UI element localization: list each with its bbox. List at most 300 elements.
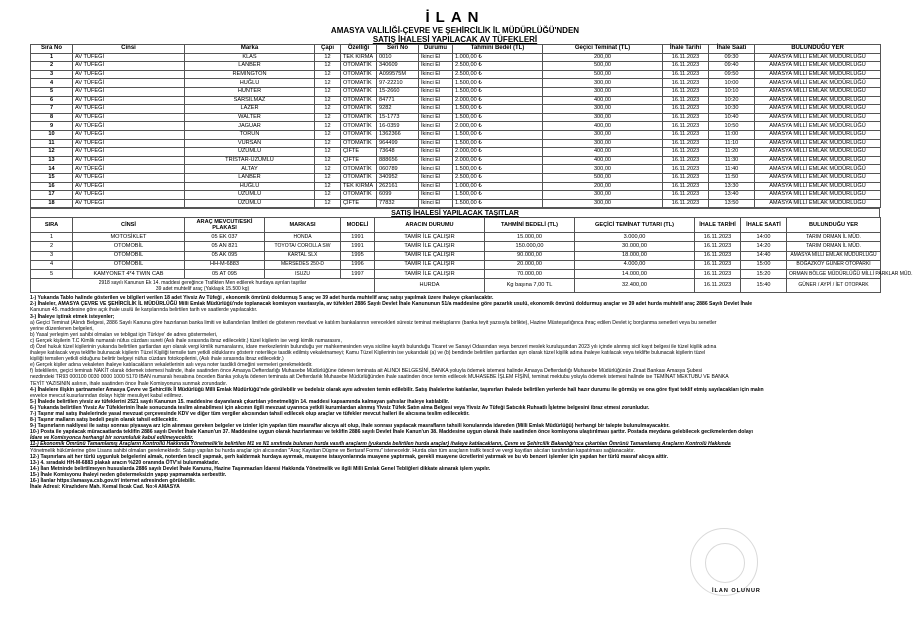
- table-cell: İkinci El: [419, 191, 453, 200]
- table-cell: HONDA: [265, 233, 341, 242]
- table-cell: 1991: [341, 242, 375, 251]
- table-cell: ISUZU: [265, 270, 341, 279]
- table-cell: 9282: [377, 105, 419, 114]
- table-cell: AMASYA MİLLİ EMLAK MÜDÜRLÜĞÜ: [755, 173, 881, 182]
- table-cell: 13: [31, 156, 73, 165]
- table-cell: 340952: [377, 173, 419, 182]
- note-line: 6-) Yukarıda belirtilen Yivsiz Av Tüfeklerinin İhale sonucunda teslim alınabilmesi için alıcının ilgili mevzuat uyarınca yetkili kurumlardan alınmış Yivsiz Tüfek Satın alma Belgesi veya Yivsiz Av Tüfeği Satıcılık Ruhsatlı İşletme belgesini ibraz etmesi zorunludur.: [30, 404, 650, 411]
- table-cell: 12: [315, 191, 341, 200]
- table-cell: 90.000,00: [485, 251, 575, 260]
- table-cell: AMASYA MİLLİ EMLAK MÜDÜRLÜĞÜ: [755, 165, 881, 174]
- table-cell: AMASYA MİLLİ EMLAK MÜDÜRLÜĞÜ: [755, 156, 881, 165]
- table-cell: WALTER: [185, 113, 315, 122]
- table-cell: TRİSTAR-ÜZÜMLÜ: [185, 156, 315, 165]
- vehicles-header-cell: MODELİ: [341, 218, 375, 233]
- table-cell: KAMYONET 4*4 TWIN CAB: [73, 270, 185, 279]
- scrap-description: [31, 279, 375, 293]
- note-line: 1-) Yukarıda Tablo halinde gösterilen ve bilgileri verilen 18 adet Yivsiz Av Tüfeği , ekonomik ömrünü doldurmuş 5 araç ve 39 adet hurda muhtelif araç satışı yapılmak üzere ihaleye çıkarılacaktır.: [30, 295, 494, 302]
- note-line: 15-) İhale Komisyonu ihaleyi neden göstermeksizin yapıp yapmamakta serbesttir.: [30, 471, 227, 478]
- table-cell: İkinci El: [419, 96, 453, 105]
- table-cell: AMASYA MİLLİ EMLAK MÜDÜRLÜĞÜ: [755, 148, 881, 157]
- table-cell: MERSEDES 250-D: [265, 260, 341, 269]
- table-cell: 16.11.2023: [663, 199, 709, 208]
- table-cell: 7: [31, 105, 73, 114]
- note-line: İdare ve Komisyonca herhangi bir sorumluluk kabul edilmeyecektir.: [30, 435, 194, 442]
- table-cell: 1.500,00 ₺: [453, 87, 543, 96]
- table-cell: OTOMATİK: [341, 122, 377, 131]
- table-cell: AMASYA MİLLİ EMLAK MÜDÜRLÜĞÜ: [755, 87, 881, 96]
- table-cell: 18: [31, 199, 73, 208]
- table-cell: TAMİR İLE ÇALIŞIR: [375, 260, 485, 269]
- vehicles-table-title: SATIŞ İHALESİ YAPILACAK TAŞITLAR: [30, 208, 880, 217]
- table-cell: 12: [315, 105, 341, 114]
- table-cell: 16.11.2023: [663, 105, 709, 114]
- table-cell: 05 AK 095: [185, 251, 265, 260]
- table-cell: 14.000,00: [575, 270, 695, 279]
- table-cell: 16.11.2023: [663, 173, 709, 182]
- table-cell: 300,00: [543, 79, 663, 88]
- table-cell: İkinci El: [419, 53, 453, 62]
- table-cell: HH-M-6883: [185, 260, 265, 269]
- table-cell: AMASYA MİLLİ EMLAK MÜDÜRLÜĞÜ: [755, 105, 881, 114]
- table-cell: 5: [31, 270, 73, 279]
- note-line: a) Geçici Teminat (Alındı Belgesi, 2886 Sayılı Kanuna göre hazırlanan banka limiti ve kullandırılan limitleri de gösteren mevduat ve katılım bankalarının verecekleri süresiz teminat mektuplarını (banka teyit yazısıyla birlikte), Hazine Müsteşarlığınca ihraç edilen Devlet iç borçlanma senetleri veya bu senetler: [30, 319, 717, 326]
- table-cell: 10:50: [709, 122, 755, 131]
- table-cell: 1.500,00 ₺: [453, 130, 543, 139]
- table-cell: 10: [31, 130, 73, 139]
- table-cell: 060789: [377, 165, 419, 174]
- table-cell: ÇİFTE: [341, 148, 377, 157]
- table-cell: 300,00: [543, 139, 663, 148]
- note-line: e) Gerçek kişiler adına vekaleten ihaleye katılacakların vekaletlerinin aslı veya noter tasdikli örneğini vermeleri gerekmektedir.: [30, 362, 313, 369]
- guns-header-cell: Geçici Teminat (TL): [543, 45, 663, 54]
- table-cell: AV TÜFEĞİ: [73, 139, 185, 148]
- table-cell: AV TÜFEĞİ: [73, 199, 185, 208]
- table-cell: 17: [31, 191, 73, 200]
- table-row: [31, 270, 881, 279]
- table-cell: 15:20: [741, 270, 787, 279]
- table-row: [31, 148, 881, 157]
- table-cell: AV TÜFEĞİ: [73, 130, 185, 139]
- table-cell: HUĞLU: [185, 79, 315, 88]
- table-cell: AMASYA MİLLİ EMLAK MÜDÜRLÜĞÜ: [755, 191, 881, 200]
- table-cell: 1997: [341, 270, 375, 279]
- table-cell: 12: [315, 53, 341, 62]
- table-cell: 05 AT 095: [185, 270, 265, 279]
- scrap-deposit: 32.400,00: [575, 279, 695, 293]
- table-cell: 0010: [377, 53, 419, 62]
- table-cell: 13:40: [709, 191, 755, 200]
- table-cell: 97-22210: [377, 79, 419, 88]
- table-cell: İkinci El: [419, 148, 453, 157]
- table-cell: 12: [315, 87, 341, 96]
- table-cell: AV TÜFEĞİ: [73, 148, 185, 157]
- table-cell: 1995: [341, 251, 375, 260]
- note-line: 14-) İlan Metninde belirtilmeyen hususlarda 2886 sayılı Devlet İhale Kanunu, Hazine Taşınmazları İdaresi Hakkında Yönetmelik ve ilgili Milli Emlak Genel Tebliğleri dikkate alınarak işlem yapılır.: [30, 465, 491, 472]
- note-line: Yönetmelik hükümlerine göre Lisans sahibi olmaları gerekmektedir. Satışı yapılan bu hurda araçlar için alıcısından "Araç Kayıttan Düşme ve Bertaraf Formu" istenecektir. Hurda olan tüm araçların trafik tescil ve vergi kayıtları alıcıları tarafından kapatılması sağlanacaktır.: [30, 447, 635, 454]
- table-row: [31, 199, 881, 208]
- note-line: ihaleye katılacak veya teklifte bulunacak kişilerin Tüzel Kişiliği temsile tam yetkili olduklarını gösterir noterlikçe tasdik edilmiş vekaletnameyi; Kamu Tüzel Kişilerinin ise yukarıdaki (a) ve (b) bendinde belirtilen şartlardan ayrı olarak tüzel kişilik adına ihaleye katılacak veya teklifte bulunacak kişilerin tüzel: [30, 350, 706, 357]
- table-cell: İkinci El: [419, 156, 453, 165]
- table-cell: ÜZÜMLÜ: [185, 191, 315, 200]
- table-cell: 300,00: [543, 87, 663, 96]
- table-cell: 1.500,00 ₺: [453, 113, 543, 122]
- table-cell: 14:20: [741, 242, 787, 251]
- table-cell: İkinci El: [419, 79, 453, 88]
- table-cell: 2.500,00 ₺: [453, 70, 543, 79]
- table-cell: 500,00: [543, 70, 663, 79]
- table-cell: 200,00: [543, 182, 663, 191]
- table-cell: 16.11.2023: [663, 87, 709, 96]
- table-cell: 2.500,00 ₺: [453, 62, 543, 71]
- table-cell: 1.500,00 ₺: [453, 199, 543, 208]
- table-cell: 77832: [377, 199, 419, 208]
- table-cell: AV TÜFEĞİ: [73, 165, 185, 174]
- vehicles-header-cell: CİNSİ: [73, 218, 185, 233]
- vehicles-header-cell: İHALE TARİHİ: [695, 218, 741, 233]
- table-row: [31, 251, 881, 260]
- table-cell: AV TÜFEĞİ: [73, 156, 185, 165]
- scrap-time: 15:40: [741, 279, 787, 293]
- note-line: 12-) Taşınırlara ait her türlü uygunluk belgelerini almak, noterden tescil yapmak, şerh kaldırmak hurdaya ayırmak, muayene istasyonlarında muayene yaptırmak, gerekli muayene ücretlerini yatırmak ve bu vb benzeri işlemler için yapılan her türlü masraf alıcıya aittir.: [30, 453, 669, 460]
- table-cell: 12: [315, 199, 341, 208]
- table-cell: 2.000,00 ₺: [453, 148, 543, 157]
- table-cell: 3: [31, 70, 73, 79]
- organization-name: AMASYA VALİLİĞİ-ÇEVRE VE ŞEHİRCİLİK İL MÜDÜRLÜĞÜ'NDEN: [330, 26, 580, 35]
- table-cell: 16.11.2023: [663, 122, 709, 131]
- table-cell: AMASYA MİLLİ EMLAK MÜDÜRLÜĞÜ: [787, 251, 881, 260]
- table-cell: 09:30: [709, 53, 755, 62]
- table-cell: 12: [315, 113, 341, 122]
- note-line: 13-) 4. sıradaki HH-M-6883 plakalı aracın %220 oranında ÖTV'si bulunmaktadır.: [30, 459, 220, 466]
- note-line: c) Gerçek kişilerin T.C Kimlik numaralı nüfus cüzdanı sureti (Aslı ihale sırasında ibraz edilecektir.) tüzel kişilerin ise vergi kimlik numarasını,: [30, 337, 342, 344]
- table-cell: 10:10: [709, 87, 755, 96]
- table-cell: 16.11.2023: [663, 70, 709, 79]
- table-cell: 1.500,00 ₺: [453, 165, 543, 174]
- note-line: evvelce mevcut kusurlarından dolayı hiçbir mesuliyet kabul edilmez.: [30, 392, 183, 399]
- table-cell: AMASYA MİLLİ EMLAK MÜDÜRLÜĞÜ: [755, 70, 881, 79]
- table-cell: AV TÜFEĞİ: [73, 182, 185, 191]
- table-cell: 14:40: [741, 251, 787, 260]
- table-cell: TARIM ORMAN İL MÜD.: [787, 233, 881, 242]
- table-cell: TEK KIRMA: [341, 53, 377, 62]
- table-row: [31, 165, 881, 174]
- table-cell: 11:00: [709, 130, 755, 139]
- table-cell: OTOMATİK: [341, 96, 377, 105]
- scrap-price: Kg başına 7,00 TL: [485, 279, 575, 293]
- table-cell: 70.000,00: [485, 270, 575, 279]
- table-cell: 400,00: [543, 148, 663, 157]
- table-cell: 05 AN 821: [185, 242, 265, 251]
- scrap-status: HURDA: [375, 279, 485, 293]
- table-cell: 16.11.2023: [663, 191, 709, 200]
- table-cell: AMASYA MİLLİ EMLAK MÜDÜRLÜĞÜ: [755, 53, 881, 62]
- table-cell: 11: [31, 139, 73, 148]
- table-cell: 16.11.2023: [663, 113, 709, 122]
- vehicles-header-cell: GEÇİCİ TEMİNAT TUTARI (TL): [575, 218, 695, 233]
- guns-table-title: SATIŞ İHALESİ YAPILACAK AV TÜFEKLERİ: [372, 35, 538, 44]
- scrap-date: 16.11.2023: [695, 279, 741, 293]
- table-row: [31, 173, 881, 182]
- table-cell: 16.11.2023: [663, 79, 709, 88]
- table-cell: 300,00: [543, 165, 663, 174]
- vehicles-header-cell: SIRA: [31, 218, 73, 233]
- note-line: yerine düzenlenen belgeleri,: [30, 325, 94, 332]
- table-cell: 13:50: [709, 199, 755, 208]
- table-cell: 300,00: [543, 113, 663, 122]
- table-cell: İkinci El: [419, 70, 453, 79]
- vehicles-header-cell: İHALE SAATİ: [741, 218, 787, 233]
- table-cell: 1996: [341, 260, 375, 269]
- table-cell: 73648: [377, 148, 419, 157]
- table-cell: OTOMATİK: [341, 70, 377, 79]
- guns-header-cell: Durumu: [419, 45, 453, 54]
- table-cell: 1: [31, 233, 73, 242]
- table-cell: 3.000,00: [575, 233, 695, 242]
- table-cell: 2: [31, 242, 73, 251]
- table-cell: TAMİR İLE ÇALIŞIR: [375, 233, 485, 242]
- table-cell: A099575M: [377, 70, 419, 79]
- table-cell: AMASYA MİLLİ EMLAK MÜDÜRLÜĞÜ: [755, 62, 881, 71]
- table-cell: 05 EK 037: [185, 233, 265, 242]
- table-cell: 4: [31, 260, 73, 269]
- table-cell: 11:30: [709, 156, 755, 165]
- note-line: f) İsteklilerin, geçici teminatı NAKİT olarak ödemek istemesi halinde, ihale saatinden önce Amasya Defterdarlığı Muhasebe Müdürlüğüne ödenen teminata ait ALINDI BELGESİNİ, BANKA yoluyla ödemek istemesi halinde Amasya Defterdarlığı Muhasebe Müdürlüğünün Ziraat Bankası Amasya Şubesi: [30, 368, 703, 375]
- table-cell: 1.000,00 ₺: [453, 182, 543, 191]
- table-cell: 2: [31, 62, 73, 71]
- table-cell: 16.11.2023: [695, 260, 741, 269]
- table-cell: 15.000,00: [485, 233, 575, 242]
- note-line: 4-) İhalelere ilişkin şartnameler Amasya Çevre ve Şehircilik İl Müdürlüğü Milli Emlak Müdürlüğü'nde görülebilir ve bedelsiz olarak aynı adresten temin edilebilir. Satış ihalelerine katılanlar, taşınırları ihalede belirtilen yerlerde hali hazır durumu ile görmüş ve ona göre fiyat teklif etmiş sayılacakları için malın: [30, 386, 764, 393]
- table-cell: AMASYA MİLLİ EMLAK MÜDÜRLÜĞÜ: [755, 130, 881, 139]
- table-cell: İkinci El: [419, 113, 453, 122]
- table-cell: 888656: [377, 156, 419, 165]
- table-cell: 20.000,00: [485, 260, 575, 269]
- table-cell: TOYOTA/ COROLLA SW: [265, 242, 341, 251]
- table-cell: ÇİFTE: [341, 199, 377, 208]
- table-row: [31, 62, 881, 71]
- table-cell: 150.000,00: [485, 242, 575, 251]
- table-row: [31, 70, 881, 79]
- table-cell: 8: [31, 113, 73, 122]
- table-cell: 09:50: [709, 70, 755, 79]
- table-cell: OTOMATİK: [341, 191, 377, 200]
- table-cell: İkinci El: [419, 122, 453, 131]
- table-cell: AV TÜFEĞİ: [73, 79, 185, 88]
- table-cell: 16.11.2023: [695, 270, 741, 279]
- note-line: 8-) Taşınır malların satış bedeli peşin olarak tahsil edilecektir.: [30, 417, 178, 424]
- table-cell: ALTAY: [185, 165, 315, 174]
- table-cell: 5: [31, 87, 73, 96]
- table-cell: AMASYA MİLLİ EMLAK MÜDÜRLÜĞÜ: [755, 96, 881, 105]
- guns-header-cell: BULUNDUĞU YER: [755, 45, 881, 54]
- table-cell: İkinci El: [419, 87, 453, 96]
- table-cell: 4.000,00: [575, 260, 695, 269]
- table-cell: 964499: [377, 139, 419, 148]
- note-line: nezdindeki TR93 000100 0030 0000 1000 5170 IBAN numaralı hesabına önceden Banka yoluyla ödenen teminata ait Defterdarlık Muhasebe Müdürlüğünden ihale saatinden önce temin edilecek MUHASEBE İŞLEM FİŞİNİ, teminat mektubu yoluyla ödemek istemesi halinde ise TEMİNAT MEKTUBU VE BANKA: [30, 374, 729, 381]
- note-line: 5-) İhalede belirtilen yivsiz av tüfeklerini 2521 sayılı Kanunun 15. maddesine dayanılarak çıkartılan yönetmeliğin 14. maddesi kapsamında kalmayan şahıslar ihaleye katılabilir.: [30, 398, 450, 405]
- table-row: [31, 79, 881, 88]
- note-line: 16-) İlanlar https://amasya.csb.gov.tr/ internet adresinden görülebilir.: [30, 478, 196, 485]
- scrap-description-line1: 2918 sayılı Kanunun Ek 14. maddesi gereğince Trafikten Men edilerek hurdaya ayrılan taşıtlar: [98, 279, 307, 286]
- table-cell: 12: [315, 165, 341, 174]
- table-cell: İkinci El: [419, 130, 453, 139]
- table-row: [31, 233, 881, 242]
- table-cell: 1.000,00 ₺: [453, 53, 543, 62]
- guns-header-cell: Marka: [185, 45, 315, 54]
- table-cell: 16.11.2023: [663, 96, 709, 105]
- table-cell: 14: [31, 165, 73, 174]
- table-cell: 12: [315, 156, 341, 165]
- table-cell: 13:30: [709, 182, 755, 191]
- table-cell: 3: [31, 251, 73, 260]
- table-cell: AMASYA MİLLİ EMLAK MÜDÜRLÜĞÜ: [755, 79, 881, 88]
- scrap-vehicles-row: [31, 279, 881, 293]
- table-row: [31, 87, 881, 96]
- vehicles-header-cell: ARACIN DURUMU: [375, 218, 485, 233]
- table-cell: 12: [315, 130, 341, 139]
- table-cell: OTOMATİK: [341, 105, 377, 114]
- note-line: 10-) Posta ile yapılacak müracaatlarda teklifin 2886 sayılı Devlet İhale Kanun'un 37. Maddesine uygun olarak hazırlanması ve teklifin 2886 sayılı Devlet İhale Kanun'un 38. Maddesine uygun olarak ihale saatinden önce komisyona ulaştırılması şarttır. Postada meydana gelebilecek gecikmelerden dolayı: [30, 429, 753, 436]
- page-title: İLAN: [425, 9, 485, 26]
- table-cell: KARTAL SLX: [265, 251, 341, 260]
- table-cell: ÜZÜMLÜ: [185, 148, 315, 157]
- table-cell: OTOMATİK: [341, 139, 377, 148]
- table-cell: 6099: [377, 191, 419, 200]
- table-cell: 1.500,00 ₺: [453, 191, 543, 200]
- table-cell: 11:40: [709, 165, 755, 174]
- ilan-document: [30, 9, 913, 630]
- table-cell: 400,00: [543, 96, 663, 105]
- table-cell: 400,00: [543, 122, 663, 131]
- table-cell: TAMİR İLE ÇALIŞIR: [375, 242, 485, 251]
- table-cell: 12: [315, 148, 341, 157]
- table-cell: AV TÜFEĞİ: [73, 173, 185, 182]
- table-cell: MOTOSİKLET: [73, 233, 185, 242]
- vehicles-header-cell: TAHMİNİ BEDELİ (TL): [485, 218, 575, 233]
- note-line: 11-) Ekonomik Ömrünü Tamamlamış Araçların Kontrollü Hakkında Yönetmelik'le belirtilen M1 ve N1 sınıfında bulunan hurda vasıflı araçların (yukarıda belirtilen hurda araçlar) ihaleye katılacakların, Çevre ve Şehircilik Bakanlığı'nca çıkartılan Ömrünü Tamamlamış Araçların Kontrolü Hakkında: [30, 441, 731, 448]
- table-cell: 84771: [377, 96, 419, 105]
- table-cell: 18.000,00: [575, 251, 695, 260]
- table-cell: 12: [315, 62, 341, 71]
- table-cell: 10:00: [709, 79, 755, 88]
- table-cell: ÜZÜMLÜ: [185, 199, 315, 208]
- table-cell: KLAS: [185, 53, 315, 62]
- table-cell: OTOMOBİL: [73, 242, 185, 251]
- table-cell: HUĞLU: [185, 182, 315, 191]
- table-cell: 16.11.2023: [663, 53, 709, 62]
- table-cell: AMASYA MİLLİ EMLAK MÜDÜRLÜĞÜ: [755, 122, 881, 131]
- table-cell: 300,00: [543, 199, 663, 208]
- guns-header-cell: Sıra No: [31, 45, 73, 54]
- table-cell: 12: [315, 139, 341, 148]
- table-cell: 2.000,00 ₺: [453, 122, 543, 131]
- table-cell: TAMİR İLE ÇALIŞIR: [375, 251, 485, 260]
- vehicles-header-cell: BULUNDUĞU YER: [787, 218, 881, 233]
- table-cell: 262161: [377, 182, 419, 191]
- table-cell: 500,00: [543, 173, 663, 182]
- table-cell: İkinci El: [419, 62, 453, 71]
- scrap-description-line2: 39 adet muhtelif araç (Yaklaşık 15.500 kg): [155, 285, 250, 292]
- table-row: [31, 122, 881, 131]
- vehicles-header-cell: MARKASI: [265, 218, 341, 233]
- table-cell: İkinci El: [419, 105, 453, 114]
- table-cell: 15: [31, 173, 73, 182]
- guns-header-cell: Seri No: [377, 45, 419, 54]
- table-cell: 12: [315, 173, 341, 182]
- table-row: [31, 260, 881, 269]
- table-cell: AMASYA MİLLİ EMLAK MÜDÜRLÜĞÜ: [755, 113, 881, 122]
- table-cell: 1.500,00 ₺: [453, 79, 543, 88]
- table-row: [31, 242, 881, 251]
- note-line: 7-) Taşınır mal satış ihalelerinde yasal mevzuat çerçevesinde KDV ve diğer tüm vergiler alıcısından tahsil edilecek olup araçlar ve tüfekler mevcut halleri ile alıcısına teslim edilecektir.: [30, 411, 470, 417]
- note-line: d) Özel hukuk tüzel kişilerinin yukarıda belirtilen şartlardan ayrı olarak vergi kimlik numaralarını, idare merkezlerinin bulunduğu yer mahkemesinden veya siciline kayıtlı bulunduğu Ticaret ve Sanayi Odasından veya benzeri meslek kuruluşundan 2023 yılı içinde alınmış sicil kayıt belgesi ile tüzel kişilik adına: [30, 343, 717, 350]
- table-cell: 16-0359: [377, 122, 419, 131]
- table-cell: 16.11.2023: [663, 182, 709, 191]
- table-cell: 10:20: [709, 96, 755, 105]
- table-cell: 1.500,00 ₺: [453, 139, 543, 148]
- table-cell: 30.000,00: [575, 242, 695, 251]
- guns-header-cell: Özelliği: [341, 45, 377, 54]
- table-cell: 6: [31, 96, 73, 105]
- table-cell: 12: [315, 96, 341, 105]
- vehicles-table: [30, 217, 913, 293]
- guns-table: [30, 44, 881, 208]
- guns-header-cell: İhale Tarihi: [663, 45, 709, 54]
- table-cell: 4: [31, 79, 73, 88]
- table-cell: REMINGTON: [185, 70, 315, 79]
- table-cell: OTOMOBİL: [73, 251, 185, 260]
- table-cell: AV TÜFEĞİ: [73, 70, 185, 79]
- table-cell: OTOMOBİL: [73, 260, 185, 269]
- table-cell: LANBER: [185, 173, 315, 182]
- table-cell: OTOMATİK: [341, 130, 377, 139]
- note-line: b) Yasal yerleşim yeri sahibi olmaları ve tebligat için Türkiye' de adres göstermeleri,: [30, 331, 218, 338]
- table-cell: OTOMATİK: [341, 87, 377, 96]
- table-row: [31, 130, 881, 139]
- table-cell: TEK KIRMA: [341, 182, 377, 191]
- table-cell: AMASYA MİLLİ EMLAK MÜDÜRLÜĞÜ: [755, 139, 881, 148]
- table-row: [31, 139, 881, 148]
- vehicles-header-cell: ARAÇ MEVCUT/ESKİ PLAKASI: [185, 218, 265, 233]
- table-cell: 15-2660: [377, 87, 419, 96]
- table-row: [31, 191, 881, 200]
- guns-header-cell: Tahmini Bedel (TL): [453, 45, 543, 54]
- table-cell: AV TÜFEĞİ: [73, 191, 185, 200]
- table-cell: 12: [31, 148, 73, 157]
- table-cell: 15:00: [741, 260, 787, 269]
- table-cell: 300,00: [543, 191, 663, 200]
- guns-header-cell: Cinsi: [73, 45, 185, 54]
- table-cell: 12: [315, 79, 341, 88]
- table-cell: OTOMATİK: [341, 113, 377, 122]
- table-row: [31, 182, 881, 191]
- table-row: [31, 156, 881, 165]
- table-cell: 16.11.2023: [695, 233, 741, 242]
- table-cell: AV TÜFEĞİ: [73, 96, 185, 105]
- guns-header-row: [31, 45, 881, 54]
- table-cell: 10:40: [709, 113, 755, 122]
- table-cell: 10:30: [709, 105, 755, 114]
- note-line: İhale Adresi: Kirazlıdere Mah. Kemal Ilıcak Cad. No:4 AMASYA: [30, 484, 180, 491]
- table-cell: OTOMATİK: [341, 165, 377, 174]
- table-cell: OTOMATİK: [341, 173, 377, 182]
- table-cell: 300,00: [543, 130, 663, 139]
- table-cell: 14:00: [741, 233, 787, 242]
- table-cell: İkinci El: [419, 182, 453, 191]
- table-cell: 12: [315, 182, 341, 191]
- signature-text: İLAN OLUNUR: [712, 588, 761, 594]
